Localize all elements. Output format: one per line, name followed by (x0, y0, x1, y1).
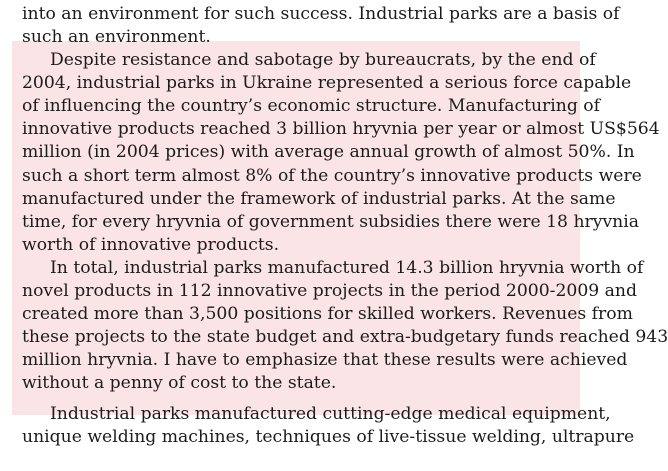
text-line: these projects to the state budget and extra-budgetary funds reached 943 (22, 327, 668, 347)
text-line: into an environment for such success. Industrial parks are a basis of (22, 4, 620, 24)
text-line: million hryvnia. I have to emphasize that these results were achieved (22, 350, 628, 370)
text-line: created more than 3,500 positions for skilled workers. Revenues from (22, 304, 633, 324)
paragraph-first-line: Industrial parks manufactured cutting-edge medical equipment, (50, 404, 611, 424)
text-line: without a penny of cost to the state. (22, 373, 337, 393)
text-line: manufactured under the framework of industrial parks. At the same (22, 189, 616, 209)
text-line: novel products in 112 innovative projects in the period 2000-2009 and (22, 281, 637, 301)
paragraph-first-line: In total, industrial parks manufactured 14.3 billion hryvnia worth of (50, 258, 644, 278)
paragraph-first-line: Despite resistance and sabotage by bureaucrats, by the end of (50, 50, 596, 70)
text-line: time, for every hryvnia of government subsidies there were 18 hryvnia (22, 212, 639, 232)
text-line: worth of innovative products. (22, 235, 280, 255)
text-line: 2004, industrial parks in Ukraine represented a serious force capable (22, 73, 632, 93)
text-line: million (in 2004 prices) with average annual growth of almost 50%. In (22, 142, 635, 162)
text-line: of influencing the country’s economic structure. Manufacturing of (22, 96, 601, 116)
text-line: innovative products reached 3 billion hryvnia per year or almost US$564 (22, 119, 660, 139)
text-line: unique welding machines, techniques of live-tissue welding, ultrapure (22, 427, 635, 447)
text-line: such a short term almost 8% of the country’s innovative products were (22, 166, 642, 186)
text-line: such an environment. (22, 27, 211, 47)
clipped-text-line (22, 448, 570, 471)
